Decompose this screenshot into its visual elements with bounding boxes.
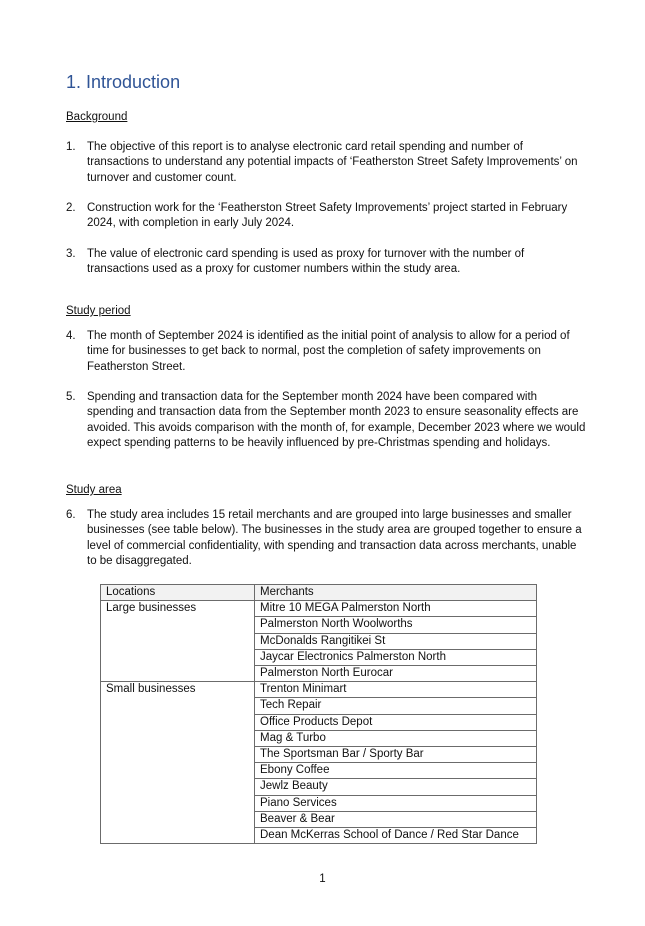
section-heading-background: Background (66, 111, 128, 123)
paragraph-text: The month of September 2024 is identified as the initial point of analysis to allow for a period of time for businesses to get back to normal, post the completion of safety improvements on Featherston Street. (87, 330, 570, 373)
paragraph-text: Spending and transaction data for the September month 2024 have been compared with spending and transaction data from the September month 2023 to ensure seasonality effects are avoided. This avoids comparison with the month of, for example, December 2023 where we would expect spending patterns to be heavily influenced by pre-Christmas spending and holidays. (87, 391, 586, 449)
merchant-cell: Jaycar Electronics Palmerston North (255, 649, 537, 665)
merchant-cell: Palmerston North Woolworths (255, 617, 537, 633)
paragraph-text: The study area includes 15 retail merchants and are grouped into large businesses and smaller businesses (see table below). The businesses in the study area are grouped together to ensure a level of commercial confidentiality, with spending and transaction data across merchants, unable to be disaggregated. (87, 509, 582, 567)
paragraph-6 (66, 508, 586, 569)
merchant-cell: Trenton Minimart (255, 682, 537, 698)
paragraph-number: 2. (66, 202, 76, 214)
merchant-cell: Mag & Turbo (255, 730, 537, 746)
paragraph-1 (66, 140, 586, 186)
paragraph-number: 4. (66, 330, 76, 342)
merchant-cell: Mitre 10 MEGA Palmerston North (255, 601, 537, 617)
merchant-cell: The Sportsman Bar / Sporty Bar (255, 747, 537, 763)
merchant-cell: Jewlz Beauty (255, 779, 537, 795)
page-title: 1. Introduction (66, 72, 181, 92)
merchant-cell: Piano Services (255, 795, 537, 811)
paragraph-2 (66, 201, 586, 232)
location-cell-small: Small businesses (101, 682, 255, 844)
merchant-cell: Beaver & Bear (255, 811, 537, 827)
merchant-cell: Palmerston North Eurocar (255, 666, 537, 682)
section-heading-study-period: Study period (66, 305, 131, 317)
table-header-row (101, 585, 537, 601)
paragraph-number: 1. (66, 141, 76, 153)
paragraph-number: 5. (66, 391, 76, 403)
section-heading-study-area: Study area (66, 484, 122, 496)
paragraph-3 (66, 247, 586, 278)
paragraph-number: 6. (66, 509, 76, 521)
header-merchants: Merchants (255, 585, 537, 601)
paragraph-number: 3. (66, 248, 76, 260)
table-row (101, 601, 537, 617)
merchants-table (100, 584, 537, 844)
merchant-cell: Office Products Depot (255, 714, 537, 730)
merchant-cell: McDonalds Rangitikei St (255, 633, 537, 649)
paragraph-4 (66, 329, 586, 375)
table-row (101, 682, 537, 698)
location-cell-large: Large businesses (101, 601, 255, 682)
merchant-cell: Dean McKerras School of Dance / Red Star Dance (255, 828, 537, 844)
merchant-cell: Ebony Coffee (255, 763, 537, 779)
paragraph-text: The value of electronic card spending is used as proxy for turnover with the number of transactions used as a proxy for customer numbers within the study area. (87, 248, 525, 276)
paragraph-text: The objective of this report is to analyse electronic card retail spending and number of transactions to understand any potential impacts of ‘Featherston Street Safety Improvements’ on turnover and customer count. (87, 141, 578, 184)
paragraph-5 (66, 390, 586, 451)
header-locations: Locations (101, 585, 255, 601)
paragraph-text: Construction work for the ‘Featherston Street Safety Improvements’ project started in February 2024, with completion in early July 2024. (87, 202, 568, 230)
merchant-cell: Tech Repair (255, 698, 537, 714)
page-number: 1 (319, 873, 326, 885)
